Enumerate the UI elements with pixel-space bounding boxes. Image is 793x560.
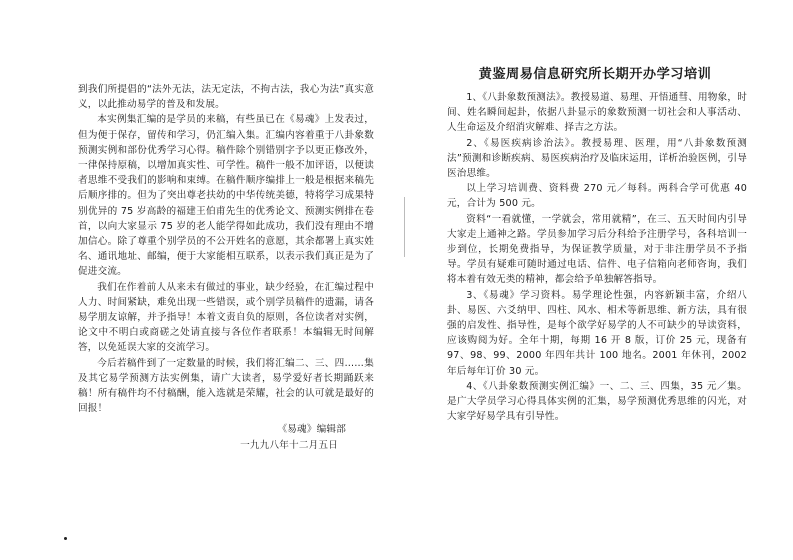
- date: 一九九八年十二月五日: [240, 439, 338, 451]
- page-title: 黄鉴周易信息研究所长期开办学习培训: [478, 67, 712, 82]
- scan-speck: [64, 537, 67, 540]
- right-page-text: [447, 90, 747, 424]
- paragraph: 2、《易医疾病诊治法》。教授易理、医理，用“八卦象数预测法”预测和诊断疾病、易医疾病治疗及临床运用，详析治验医例，引导医治思维。: [447, 137, 747, 180]
- paragraph: 1、《八卦象数预测法》。教授易道、易理、开悟通彗、用物象，时间、姓名瞬间起卦，依据八卦显示的象数预测一切社会和人事活动、人生命运及介绍消灾解难、择吉之方法。: [447, 92, 747, 134]
- paragraph: 今后若稿件到了一定数量的时候，我们将汇编二、三、四……集及其它易学预测方法实例集，请广大读者，易学爱好者长期踊跃来稿！所有稿件均不付稿酬，能入选就是荣耀，社会的认可就是最好的回报！: [78, 357, 374, 415]
- scan-line: [404, 197, 405, 257]
- signature: 《易魂》编辑部: [277, 424, 346, 436]
- right-page: [400, 0, 793, 560]
- paragraph: 以上学习培训费、资料费 270 元／每科。两科合学可优惠 40 元，合计为 500 元。: [447, 183, 747, 210]
- paragraph: 资料“一看就懂，一学就会，常用就精”，在三、五天时间内引导大家走上通神之路。学员参加学习后分科给予注册学号，各科培训一步到位，长期免费指导，为保证教学质量，对于非注册学员不予指导。学员有疑难可随时通过电话、信件、电子信箱向老师咨询，我们将本着有效无类的精神，都会给予单独解答指导。: [447, 213, 747, 286]
- paragraph: 到我们所提倡的“法外无法，法无定法，不拘古法，我心为法”真实意义，以此推动易学的普及和发展。: [78, 84, 374, 111]
- paragraph: 本实例集汇编的是学员的来稿，有些虽已在《易魂》上发表过，但为便于保存，留传和学习，仍汇编入集。汇编内容着重于八卦象数预测实例和部份优秀学习心得。稿件除个别错别字予以更正修改外，一律保持原稿，以增加真实性、可学性。稿件一般不加评语，以便读者思维不受我们的影响和束缚。在稿件顺序编排上一般是根据来稿先后顺序排的。但为了突出尊老扶幼的中华传统美德，特将学习成果特别优异的 75 岁高龄的福建王伯甫先生的优秀论文、预测实例排在卷首，以向大家显示 75 岁的老人能学得如此成功，我们没有理由不增加信心。除了尊重个别学员的不公开姓名的意愿，其余都署上真实姓名、通讯地址、邮编，便于大家能相互联系，以表示我们真正是为了促进交流。: [78, 114, 374, 278]
- paragraph: 4、《八卦象数预测实例汇编》一、二、三、四集，35 元／集。是广大学员学习心得具体实例的汇集，易学预测优秀思维的闪光，对大家学好易学具有引导性。: [447, 380, 747, 423]
- left-page-text: [78, 82, 374, 453]
- paragraph: 我们在作着前人从来未有做过的事业，缺少经验，在汇编过程中人力、时间紧缺，难免出现一些错误，或个别学员稿件的遗漏，请各易学朋友谅解，并予指导！本着文责自负的原则，各位读者对实例，论文中不明白或商磋之处请直接与各位作者联系！本编辑无时间解答，以免延误大家的交流学习。: [78, 281, 374, 354]
- paragraph: 3、《易魂》学习资料。易学理论性强，内容新颖丰富，介绍八卦、易医、六爻纳甲、四柱、风水、相术等新思维、新方法，具有很强的启发性、指导性，是每个欲学好易学的人不可缺少的导读资料，应该购阅为好。全年十期，每期 16 开 8 版，订价 25 元，现备有 97、98、99、2000 年四年共计 100 地名。2001 年休刊，2002 年后每年订价 30 元。: [447, 289, 747, 377]
